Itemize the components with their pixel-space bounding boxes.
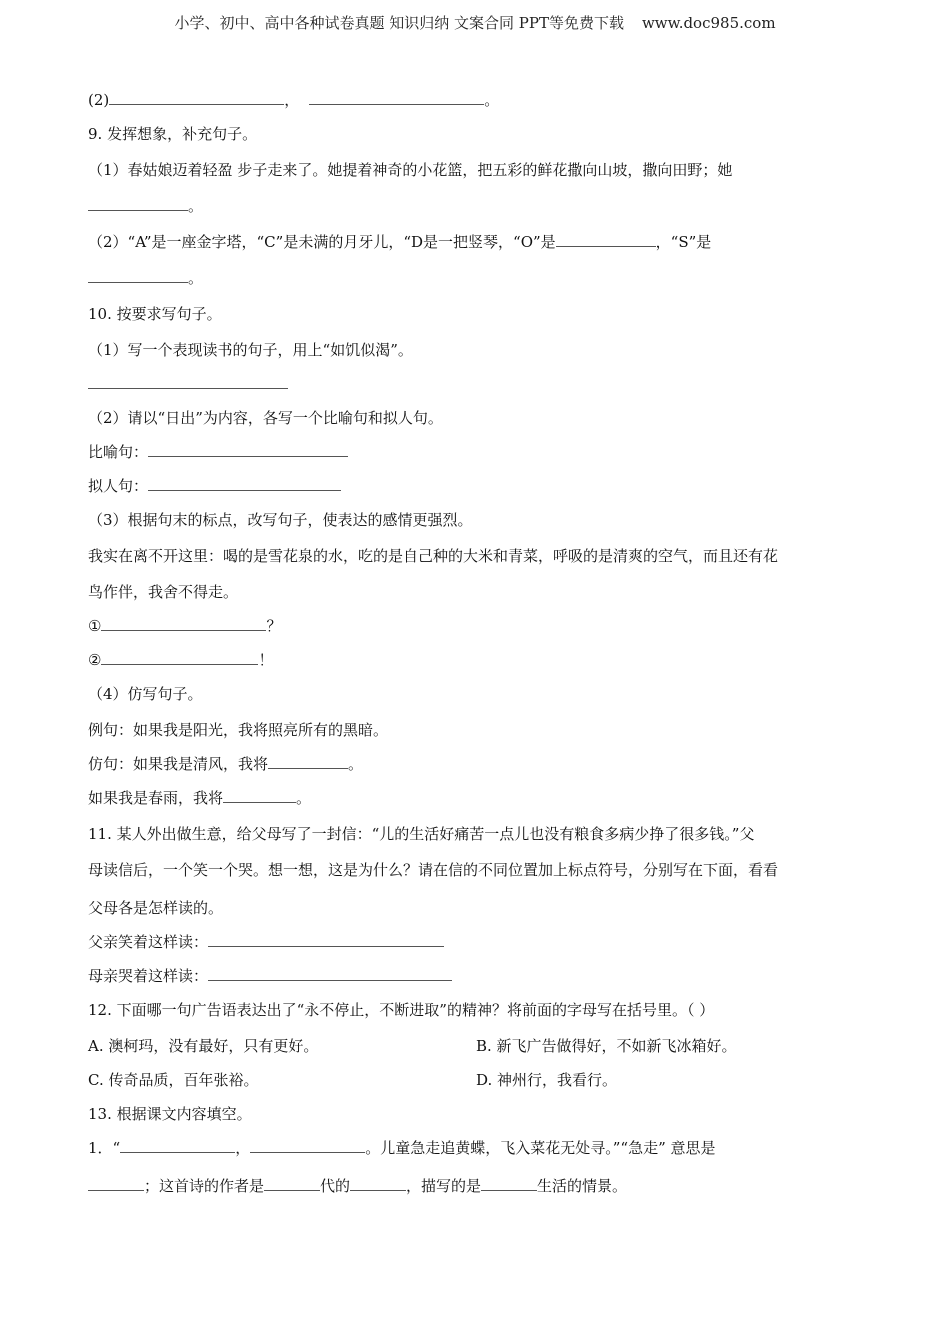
q12-option-a[interactable]: A. 澳柯玛，没有最好，只有更好。 xyxy=(88,1037,319,1055)
q9-p1-blank-line xyxy=(88,196,203,216)
q10-title: 10. 按要求写句子。 xyxy=(88,305,222,323)
header-site: www.doc985.com xyxy=(641,14,776,32)
q9-p1-text: （1）春姑娘迈着轻盈 步子走来了。她提着神奇的小花篮，把五彩的鲜花撒向山坡，撒向田野；她 xyxy=(88,161,733,179)
q11-mother xyxy=(88,966,452,986)
q10-s4: （4）仿写句子。 xyxy=(88,685,203,703)
header-text: 小学、初中、高中各种试卷真题 知识归纳 文案合同 PPT等免费下载 xyxy=(174,14,624,32)
q12-option-c[interactable]: C. 传奇品质，百年张裕。 xyxy=(88,1071,259,1089)
q9-p2 xyxy=(88,232,711,252)
q13-l1-a: 1．“ xyxy=(88,1139,121,1157)
answer-blank[interactable] xyxy=(88,1176,144,1191)
q10-s2: （2）请以“日出”为内容，各写一个比喻句和拟人句。 xyxy=(88,409,443,427)
q9-p2-end: 。 xyxy=(188,269,204,287)
q9-title: 9. 发挥想象，补充句子。 xyxy=(88,125,258,143)
answer-blank[interactable] xyxy=(101,650,258,665)
q11-line1: 11. 某人外出做生意，给父母写了一封信：“儿的生活好痛苦一点儿也没有粮食多病少挣了很多钱。”父 xyxy=(88,825,755,843)
answer-blank[interactable] xyxy=(268,754,348,769)
q10-simile xyxy=(88,442,348,462)
answer-blank[interactable] xyxy=(148,442,348,457)
father-label: 父亲笑着这样读： xyxy=(88,933,209,951)
q8-item2-prefix: (2) xyxy=(88,91,110,109)
q12-option-d[interactable]: D. 神州行，我看行。 xyxy=(476,1071,618,1089)
q13-l1-c: 。儿童急走追黄蝶，飞入菜花无处寻。”“急走” 意思是 xyxy=(365,1139,716,1157)
q13-l2-c: ，描写的是 xyxy=(406,1177,482,1195)
circle-one: ① xyxy=(88,617,102,635)
q10-c2 xyxy=(88,650,273,670)
q13-l1-b: ， xyxy=(235,1139,251,1157)
answer-blank[interactable] xyxy=(350,1176,406,1191)
answer-blank[interactable] xyxy=(309,90,484,105)
answer-blank[interactable] xyxy=(208,966,452,981)
answer-blank[interactable] xyxy=(148,476,341,491)
circle-two: ② xyxy=(88,651,102,669)
answer-blank[interactable] xyxy=(109,90,284,105)
q10-s3-line2: 鸟作伴，我舍不得走。 xyxy=(88,583,239,601)
q10-imitate1 xyxy=(88,754,363,774)
simile-label: 比喻句： xyxy=(88,443,149,461)
personification-label: 拟人句： xyxy=(88,477,149,495)
q9-p2-mid: ，“S”是 xyxy=(655,233,712,251)
q10-s1: （1）写一个表现读书的句子，用上“如饥似渴”。 xyxy=(88,341,413,359)
imitate1-text: 仿句：如果我是清风，我将 xyxy=(88,755,269,773)
q10-s3: （3）根据句末的标点，改写句子，使表达的感情更强烈。 xyxy=(88,511,473,529)
imitate2-end: 。 xyxy=(296,789,312,807)
q12-title: 12. 下面哪一句广告语表达出了“永不停止，不断进取”的精神？将前面的字母写在括号里。（ ） xyxy=(88,1001,715,1019)
q10-example: 例句：如果我是阳光，我将照亮所有的黑暗。 xyxy=(88,721,389,739)
q9-p1-end: 。 xyxy=(188,197,204,215)
answer-blank[interactable] xyxy=(88,196,188,211)
answer-blank[interactable] xyxy=(264,1176,320,1191)
q11-father xyxy=(88,932,444,952)
q11-line3: 父母各是怎样读的。 xyxy=(88,899,224,917)
q10-imitate2 xyxy=(88,788,311,808)
answer-blank[interactable] xyxy=(88,268,188,283)
imitate2-text: 如果我是春雨，我将 xyxy=(88,789,224,807)
answer-blank[interactable] xyxy=(481,1176,537,1191)
q9-p2-blank-line xyxy=(88,268,203,288)
q12-option-b[interactable]: B. 新飞广告做得好，不如新飞冰箱好。 xyxy=(476,1037,737,1055)
q10-c1 xyxy=(88,616,281,636)
c2-end: ！ xyxy=(258,651,274,669)
q11-line2: 母读信后，一个笑一个哭。想一想，这是为什么？请在信的不同位置加上标点符号，分别写在下面，看看 xyxy=(88,861,779,879)
q13-l2-a: ；这首诗的作者是 xyxy=(144,1177,265,1195)
q13-l2-b: 代的 xyxy=(320,1177,351,1195)
q8-item2 xyxy=(88,90,499,110)
mother-label: 母亲哭着这样读： xyxy=(88,967,209,985)
q8-end: 。 xyxy=(484,91,500,109)
answer-blank[interactable] xyxy=(208,932,444,947)
answer-blank[interactable] xyxy=(120,1138,235,1153)
q13-title: 13. 根据课文内容填空。 xyxy=(88,1105,252,1123)
c1-end: ？ xyxy=(266,617,282,635)
q13-l2-d: 生活的情景。 xyxy=(537,1177,628,1195)
answer-blank[interactable] xyxy=(556,232,656,247)
answer-blank[interactable] xyxy=(250,1138,365,1153)
q10-s3-line1: 我实在离不开这里：喝的是雪花泉的水，吃的是自己种的大米和青菜，呼吸的是清爽的空气，而且还有花 xyxy=(88,547,779,565)
q13-line1 xyxy=(88,1138,716,1158)
q13-line2 xyxy=(88,1176,627,1196)
q9-p2-text: （2）“A”是一座金字塔，“C”是未满的月牙儿，“D是一把竖琴，“O”是 xyxy=(88,233,556,251)
q8-sep: ， xyxy=(284,91,300,109)
answer-blank[interactable] xyxy=(223,788,296,803)
page-header xyxy=(0,12,950,33)
answer-blank[interactable] xyxy=(88,374,288,389)
q10-s1-blank-line xyxy=(88,374,288,394)
imitate1-end: 。 xyxy=(348,755,364,773)
q10-personification xyxy=(88,476,341,496)
answer-blank[interactable] xyxy=(101,616,266,631)
